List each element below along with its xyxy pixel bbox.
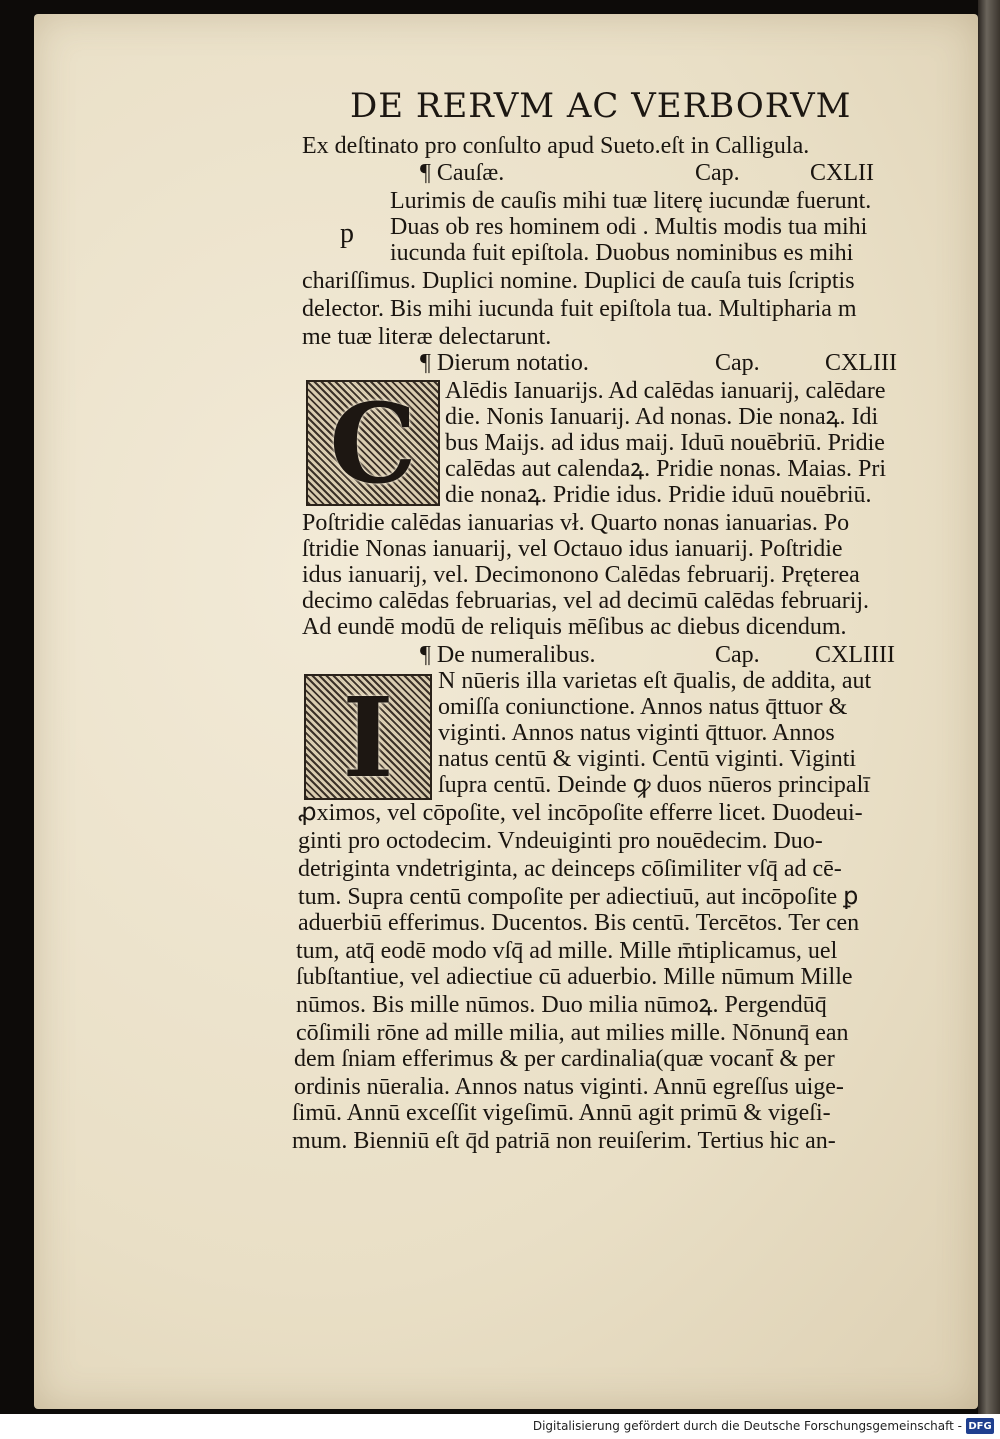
text-line: Lurimis de cauſis mihi tuæ literę iucundæ fuerunt. — [390, 188, 872, 214]
text-line: nūmos. Bis mille nūmos. Duo milia nūmoꝝ. Pergendūq̄ — [296, 992, 827, 1018]
heading-cap: Cap. — [715, 642, 760, 668]
text-line: tum, atq̄ eodē modo vſq̄ ad mille. Mille m̄tiplicamus, uel — [296, 938, 838, 964]
heading-cap: Cap. — [695, 160, 740, 186]
text-line: me tuæ literæ delectarunt. — [302, 324, 552, 350]
text-line: ſtridie Nonas ianuarij, vel Octauo idus ianuarij. Poſtridie — [302, 536, 843, 562]
text-line: die. Nonis Ianuarij. Ad nonas. Die nonaꝝ. Idi — [445, 404, 879, 430]
text-line: die nonaꝝ. Pridie idus. Pridie iduū nouēbriū. — [445, 482, 872, 508]
text-line: viginti. Annos natus viginti q̄ttuor. Annos — [438, 720, 835, 746]
heading-title: Cauſæ. — [436, 160, 505, 186]
initial-guide-letter: p — [340, 218, 354, 249]
dfg-logo: DFG — [966, 1418, 994, 1434]
text-line: chariſſimus. Duplici nomine. Duplici de cauſa tuis ſcriptis — [302, 268, 855, 294]
text-line: bus Maijs. ad idus maij. Iduū nouēbriū. Pridie — [445, 430, 885, 456]
heading-title: De numeralibus. — [436, 642, 596, 668]
text-line: detriginta vndetriginta, ac deinceps cōſimiliter vſq̄ ad cē- — [298, 856, 842, 882]
text-line: iucunda fuit epiſtola. Duobus nominibus es mihi — [390, 240, 854, 266]
footer-bar — [0, 1414, 1000, 1439]
text-line: omiſſa coniunctione. Annos natus q̄ttuor & — [438, 694, 848, 720]
initial-letter: I — [342, 672, 394, 802]
text-line: ꝓximos, vel cōpoſite, vel incōpoſite efferre licet. Duodeui- — [298, 800, 863, 826]
decorated-initial — [306, 380, 440, 506]
section-heading — [420, 350, 589, 376]
text-line: Poſtridie calēdas ianuarias vł. Quarto nonas ianuarias. Po — [302, 510, 850, 536]
text-line: cōſimili rōne ad mille milia, aut milies mille. Nōnunq̄ ean — [296, 1020, 849, 1046]
heading-number: CXLIIII — [815, 642, 895, 668]
text-line: Duas ob res hominem odi . Multis modis tua mihi — [390, 214, 868, 240]
heading-number: CXLIII — [825, 350, 897, 376]
text-line: ſupra centū. Deinde ꝙ duos nūeros principalī — [438, 772, 870, 798]
text-line: Alēdis Ianuarijs. Ad calēdas ianuarij, calēdare — [445, 378, 886, 404]
text-line: ordinis nūeralia. Annos natus viginti. Annū egreſſus uige- — [294, 1074, 844, 1100]
text-line: N nūeris illa varietas eſt q̄ualis, de addita, aut — [438, 668, 872, 694]
text-line: decimo calēdas februarias, vel ad decimū calēdas februarij. — [302, 588, 870, 614]
footer-credit: Digitalisierung gefördert durch die Deutsche Forschungsgemeinschaft - — [532, 1419, 962, 1433]
text-line: mum. Bienniū eſt q̄d patriā non reuiſerim. Tertius hic an- — [292, 1128, 836, 1154]
text-line: calēdas aut calendaꝝ. Pridie nonas. Maias. Pri — [445, 456, 887, 482]
text-line: delector. Bis mihi iucunda fuit epiſtola tua. Multipharia m — [302, 296, 857, 322]
pilcrow-mark: ¶ — [420, 642, 431, 668]
text-line: ſimū. Annū exceſſit vigeſimū. Annū agit primū & vigeſi- — [292, 1100, 831, 1126]
text-line: dem ſniam efferimus & per cardinalia(quæ vocant̄ & per — [294, 1046, 835, 1072]
text-line: Ad eundē modū de reliquis mēſibus ac diebus dicendum. — [302, 614, 847, 640]
heading-cap: Cap. — [715, 350, 760, 376]
section-heading — [420, 160, 504, 186]
running-head: DE RERVM AC VERBORVM — [350, 86, 852, 126]
text-line: ginti pro octodecim. Vndeuiginti pro nouēdecim. Duo- — [298, 828, 823, 854]
text-line: aduerbiū efferimus. Ducentos. Bis centū. Tercētos. Ter cen — [298, 910, 860, 936]
text-line: idus ianuarij, vel. Decimonono Calēdas februarij. Prętereа — [302, 562, 860, 588]
heading-title: Dierum notatio. — [436, 350, 589, 376]
text-line: ſubſtantiue, vel adiectiue cū aduerbio. Mille nūmum Mille — [296, 964, 853, 990]
text-line: Ex deſtinato pro conſulto apud Sueto.eſt in Calligula. — [302, 133, 810, 159]
text-line: natus centū & viginti. Centū viginti. Viginti — [438, 746, 857, 772]
decorated-initial — [304, 674, 432, 800]
initial-letter: C — [329, 378, 417, 508]
section-heading — [420, 642, 596, 668]
pilcrow-mark: ¶ — [420, 160, 431, 186]
text-line: tum. Supra centū compoſite per adiectiuū, aut incōpoſite ꝑ — [298, 884, 859, 910]
pilcrow-mark: ¶ — [420, 350, 431, 376]
heading-number: CXLII — [810, 160, 874, 186]
